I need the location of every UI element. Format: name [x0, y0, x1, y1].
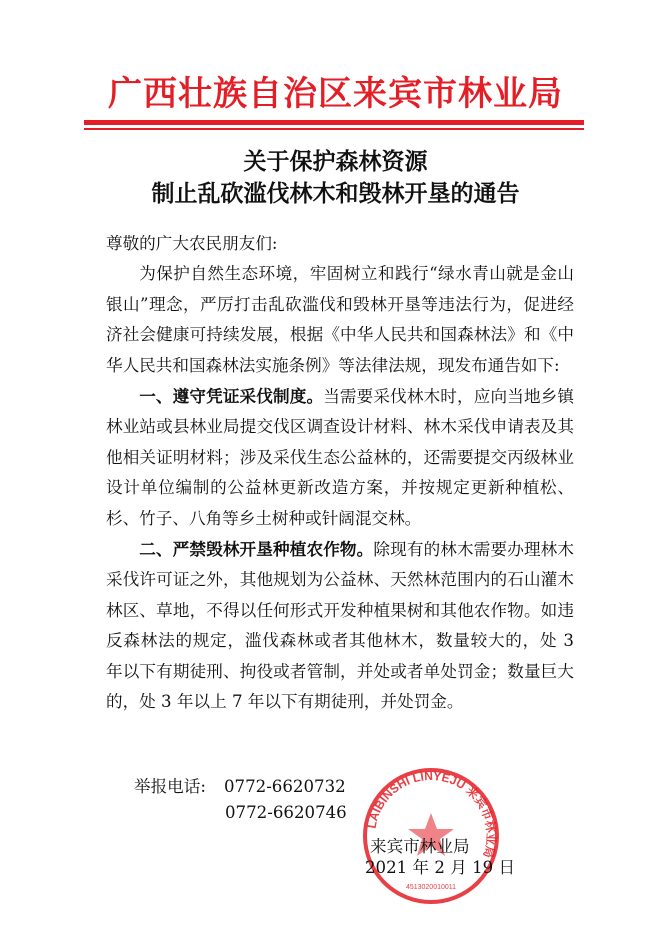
- seal-ring-text: LAIBINSHI LINYEJU 来宾市林业局: [364, 768, 499, 860]
- signature-date: 2021 年 2 月 19 日: [365, 858, 516, 877]
- contact-line-2: [225, 803, 347, 822]
- contact-line-1: [134, 773, 346, 797]
- section-2-text: 除现有的林木需要办理林木采伐许可证之外，其他规划为公益林、天然林范围内的石山灌木林区、草地，不得以任何形式开发种植果树和其他农作物。如违反森林法的规定，滥伐森林或者其他林木，数量较大的，处 3 年以下有期徒刑、拘役或者管制，并处或者单处罚金；数量巨大的，处 3 年以上 7 年以下有期徒刑，并处罚金。: [106, 540, 574, 712]
- salutation: 尊敬的广大农民朋友们:: [106, 234, 278, 253]
- notice-body: [106, 229, 574, 718]
- notice-title-line1: 关于保护森林资源: [243, 148, 428, 175]
- header-rule-thin: [84, 128, 584, 130]
- contact-label: 举报电话:: [134, 777, 206, 796]
- section-1-heading: 一、遵守凭证采伐制度。: [139, 386, 324, 407]
- notice-title-line2: 制止乱砍滥伐林木和毁林开垦的通告: [151, 180, 520, 207]
- intro-paragraph: 为保护自然生态环境，牢固树立和践行“绿水青山就是金山银山”理念，严厉打击乱砍滥伐和毁林开垦等违法行为，促进经济社会健康可持续发展，根据《中华人民共和国森林法》和《中华人民共和国森林法实施条例》等法律法规，现发布通告如下:: [106, 264, 574, 375]
- section-2: [106, 534, 574, 717]
- org-header: 广西壮族自治区来宾市林业局: [108, 74, 563, 114]
- seal-number: 4513020010011: [405, 884, 457, 891]
- section-1-text: 当需要采伐林木时，应向当地乡镇林业站或县林业局提交伐区调查设计材料、林木采伐申请表及其他相关证明材料；涉及采伐生态公益林的，还需要提交丙级林业设计单位编制的公益林更新改造方案，并按规定更新种植松、杉、竹子、八角等乡土树种或针阔混交林。: [106, 387, 574, 528]
- header-rule-thick: [84, 120, 584, 125]
- section-1: [106, 381, 574, 534]
- section-2-heading: 二、严禁毁林开垦种植农作物。: [139, 539, 374, 560]
- phone-2: 0772-6620746: [225, 803, 347, 822]
- signature-org: 来宾市林业局: [370, 837, 470, 856]
- phone-1: 0772-6620732: [223, 777, 346, 796]
